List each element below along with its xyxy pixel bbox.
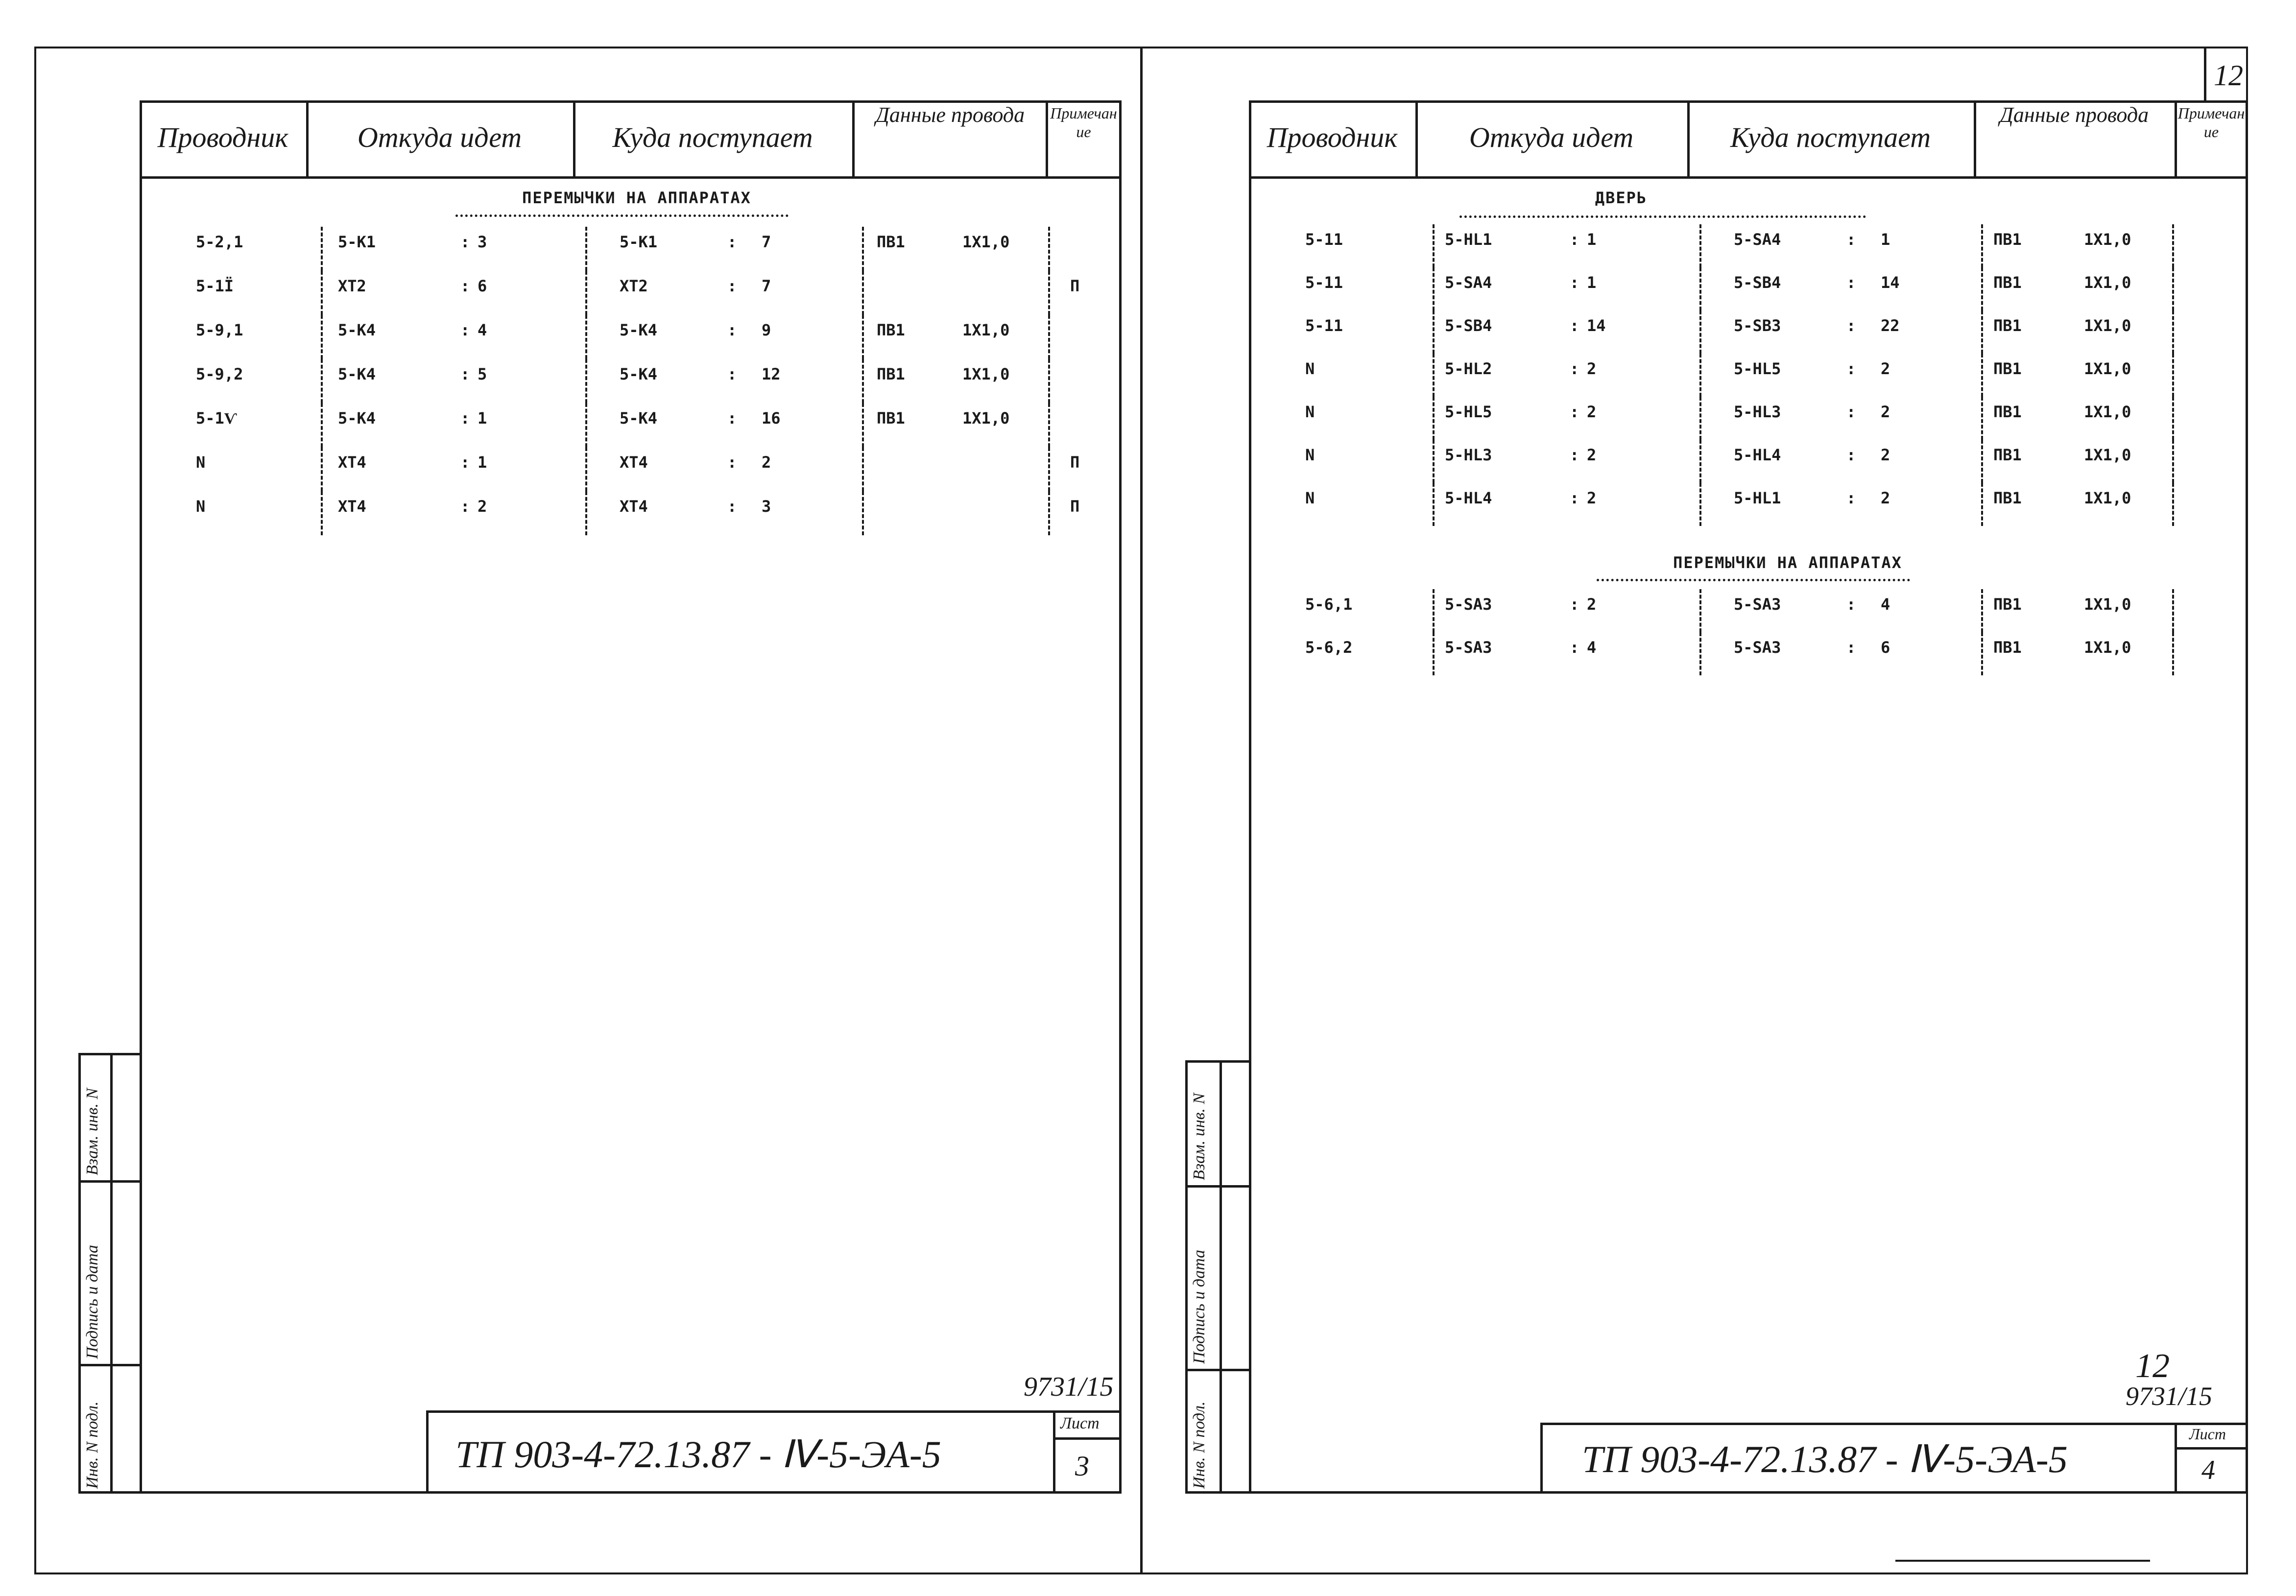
column-separator — [321, 359, 323, 403]
column-separator — [2172, 354, 2174, 397]
table-cell-mark: ПВ1 — [877, 321, 905, 339]
header-conductor: Проводник — [1267, 121, 1398, 153]
column-separator — [1699, 632, 1701, 675]
column-separator — [1981, 397, 1983, 440]
table-cell-to-dev: 5-SB3 — [1734, 316, 1781, 335]
side-label-signature: Подпись и дата — [1190, 1249, 1208, 1364]
left-header-divider — [140, 176, 1122, 179]
table-cell-wire: N — [1305, 446, 1315, 464]
column-separator — [1433, 224, 1435, 267]
column-separator — [585, 491, 587, 535]
column-separator — [1981, 589, 1983, 632]
corner-page-number: 12 — [2214, 59, 2243, 92]
column-separator — [1048, 227, 1050, 271]
column-separator — [1699, 310, 1701, 354]
pin-separator: : — [1570, 489, 1579, 507]
right-side-strip-divider — [1185, 1185, 1251, 1188]
column-separator — [1981, 440, 1983, 483]
column-separator — [1433, 440, 1435, 483]
header-wire-data: Данные провода — [875, 103, 1025, 127]
pin-separator: : — [1846, 446, 1856, 464]
table-cell-to-dev: 5-SA4 — [1734, 230, 1781, 249]
column-separator — [1699, 267, 1701, 310]
table-cell-wire: 5-11 — [1305, 316, 1343, 335]
corner-box-line — [2204, 47, 2206, 100]
pin-separator: : — [727, 497, 737, 516]
table-cell-to-dev: 5-SA3 — [1734, 595, 1781, 614]
pin-separator: : — [1846, 489, 1856, 507]
column-separator — [862, 491, 864, 535]
side-label-inv: Инв. N подл. — [83, 1401, 101, 1489]
column-separator — [2172, 267, 2174, 310]
table-cell-to-pin: 2 — [1881, 489, 1890, 507]
left-col-divider — [852, 100, 855, 176]
table-cell-wire: 5-11 — [1305, 230, 1343, 249]
right-side-strip-line — [1220, 1060, 1222, 1494]
column-separator — [862, 403, 864, 447]
header-from: Откуда идет — [1469, 121, 1634, 153]
pin-separator: : — [460, 365, 470, 383]
table-cell-from-dev: 5-НL1 — [1445, 230, 1492, 249]
pin-separator: : — [1570, 403, 1579, 421]
table-cell-size: 1Х1,0 — [962, 321, 1010, 339]
table-cell-to-pin: 2 — [1881, 359, 1890, 378]
table-cell-from-pin: 2 — [1587, 359, 1597, 378]
header-from: Откуда идет — [357, 121, 522, 153]
side-label-replace: Взам. инв. N — [83, 1088, 101, 1175]
bottom-stray-line — [1895, 1560, 2150, 1562]
handwritten-number: 12 — [2135, 1347, 2170, 1385]
column-separator — [862, 359, 864, 403]
table-cell-from-dev: 5-SA3 — [1445, 595, 1492, 614]
table-cell-from-pin: 2 — [478, 497, 487, 516]
left-sheet-frame — [140, 100, 1122, 1494]
table-cell-from-pin: 2 — [1587, 595, 1597, 614]
column-separator — [2172, 483, 2174, 526]
table-cell-from-pin: 1 — [1587, 230, 1597, 249]
pin-separator: : — [727, 365, 737, 383]
archive-number: 9731/15 — [2126, 1382, 2213, 1411]
sheet-label: Лист — [1060, 1414, 1100, 1432]
table-cell-wire: 5-11 — [1305, 273, 1343, 292]
table-cell-to-pin: 7 — [762, 233, 771, 251]
column-separator — [1433, 354, 1435, 397]
table-cell-to-pin: 2 — [762, 453, 771, 472]
table-cell-wire: N — [1305, 403, 1315, 421]
right-side-strip-divider — [1185, 1369, 1251, 1371]
designation: ТП 903-4-72.13.87 - Ⅳ-5-ЭА-5 — [455, 1433, 941, 1476]
table-cell-note: П — [1070, 277, 1080, 295]
table-cell-wire: 5-6,1 — [1305, 595, 1353, 614]
table-cell-wire: N — [196, 453, 206, 472]
table-cell-size: 1Х1,0 — [2084, 403, 2131, 421]
right-header-divider — [1249, 176, 2248, 179]
pin-separator: : — [727, 321, 737, 339]
column-separator — [862, 447, 864, 491]
right-sheet-frame — [1249, 100, 2248, 1494]
column-separator — [1433, 397, 1435, 440]
title-block-divider — [2175, 1447, 2248, 1450]
column-separator — [1699, 224, 1701, 267]
archive-number: 9731/15 — [1024, 1372, 1114, 1402]
column-separator — [862, 271, 864, 315]
column-separator — [2172, 397, 2174, 440]
table-cell-from-dev: 5-К1 — [338, 233, 376, 251]
table-cell-size: 1Х1,0 — [2084, 489, 2131, 507]
column-separator — [1433, 267, 1435, 310]
table-cell-to-dev: 5-НL1 — [1734, 489, 1781, 507]
table-cell-to-pin: 1 — [1881, 230, 1890, 249]
column-separator — [1048, 403, 1050, 447]
table-cell-mark: ПВ1 — [1993, 446, 2022, 464]
table-cell-mark: ПВ1 — [1993, 273, 2022, 292]
table-cell-wire: 5-1Ѵ — [196, 409, 237, 428]
table-cell-mark: ПВ1 — [1993, 638, 2022, 657]
column-separator — [2172, 224, 2174, 267]
column-separator — [321, 315, 323, 359]
table-cell-size: 1Х1,0 — [962, 409, 1010, 428]
table-cell-from-dev: ХТ4 — [338, 453, 366, 472]
table-cell-from-pin: 3 — [478, 233, 487, 251]
column-separator — [1981, 483, 1983, 526]
table-cell-wire: 5-9,1 — [196, 321, 243, 339]
column-separator — [1981, 632, 1983, 675]
column-separator — [321, 227, 323, 271]
table-cell-to-pin: 7 — [762, 277, 771, 295]
table-cell-from-pin: 1 — [478, 409, 487, 428]
table-cell-from-pin: 1 — [478, 453, 487, 472]
column-separator — [1981, 310, 1983, 354]
pin-separator: : — [1846, 638, 1856, 657]
column-separator — [1048, 271, 1050, 315]
table-cell-size: 1Х1,0 — [962, 365, 1010, 383]
table-cell-from-pin: 2 — [1587, 446, 1597, 464]
pin-separator: : — [727, 409, 737, 428]
table-cell-mark: ПВ1 — [877, 365, 905, 383]
table-cell-wire: 5-1Ї — [196, 277, 234, 295]
table-cell-size: 1Х1,0 — [2084, 230, 2131, 249]
column-separator — [1433, 589, 1435, 632]
section-underline — [455, 214, 789, 217]
table-cell-to-pin: 22 — [1881, 316, 1900, 335]
table-cell-to-dev: 5-SB4 — [1734, 273, 1781, 292]
column-separator — [2172, 310, 2174, 354]
column-separator — [1699, 589, 1701, 632]
table-cell-from-dev: ХТ2 — [338, 277, 366, 295]
table-cell-to-dev: 5-SA3 — [1734, 638, 1781, 657]
table-cell-mark: ПВ1 — [1993, 595, 2022, 614]
table-cell-wire: 5-9,2 — [196, 365, 243, 383]
header-conductor: Проводник — [157, 121, 288, 153]
pin-separator: : — [1846, 273, 1856, 292]
column-separator — [862, 227, 864, 271]
table-cell-to-dev: ХТ4 — [620, 497, 648, 516]
table-cell-from-dev: 5-К4 — [338, 365, 376, 383]
table-cell-to-dev: 5-К4 — [620, 409, 658, 428]
pin-separator: : — [1570, 273, 1579, 292]
table-cell-mark: ПВ1 — [877, 233, 905, 251]
pin-separator: : — [460, 277, 470, 295]
title-block-divider — [1053, 1410, 1055, 1494]
table-cell-wire: N — [196, 497, 206, 516]
table-cell-from-dev: 5-К4 — [338, 321, 376, 339]
section-title: ПЕРЕМЫЧКИ НА АППАРАТАХ — [1673, 553, 1902, 572]
column-separator — [321, 271, 323, 315]
column-separator — [1981, 267, 1983, 310]
table-cell-from-dev: ХТ4 — [338, 497, 366, 516]
column-separator — [1981, 224, 1983, 267]
column-separator — [1048, 315, 1050, 359]
table-cell-mark: ПВ1 — [1993, 230, 2022, 249]
table-cell-size: 1Х1,0 — [2084, 273, 2131, 292]
column-separator — [862, 315, 864, 359]
table-cell-from-dev: 5-НL5 — [1445, 403, 1492, 421]
table-cell-wire: N — [1305, 359, 1315, 378]
pin-separator: : — [1570, 230, 1579, 249]
table-cell-from-pin: 2 — [1587, 489, 1597, 507]
column-separator — [585, 315, 587, 359]
pin-separator: : — [460, 453, 470, 472]
table-cell-size: 1Х1,0 — [2084, 595, 2131, 614]
left-side-strip-divider — [78, 1180, 142, 1183]
table-cell-to-dev: 5-К1 — [620, 233, 658, 251]
section-title: ПЕРЕМЫЧКИ НА АППАРАТАХ — [522, 189, 751, 207]
table-cell-from-pin: 4 — [478, 321, 487, 339]
table-cell-mark: ПВ1 — [1993, 403, 2022, 421]
header-note: Примечание — [2177, 104, 2245, 141]
table-cell-to-pin: 3 — [762, 497, 771, 516]
pin-separator: : — [1570, 446, 1579, 464]
table-cell-to-pin: 2 — [1881, 403, 1890, 421]
table-cell-size: 1Х1,0 — [2084, 638, 2131, 657]
table-cell-from-dev: 5-К4 — [338, 409, 376, 428]
column-separator — [585, 447, 587, 491]
column-separator — [1699, 397, 1701, 440]
table-cell-from-dev: 5-SA3 — [1445, 638, 1492, 657]
table-cell-to-pin: 6 — [1881, 638, 1890, 657]
header-to: Куда поступает — [1730, 121, 1931, 153]
column-separator — [1433, 632, 1435, 675]
table-cell-to-pin: 2 — [1881, 446, 1890, 464]
table-cell-to-dev: ХТ2 — [620, 277, 648, 295]
column-separator — [585, 271, 587, 315]
table-cell-wire: 5-2,1 — [196, 233, 243, 251]
table-cell-note: П — [1070, 453, 1080, 472]
pin-separator: : — [460, 497, 470, 516]
column-separator — [1699, 354, 1701, 397]
column-separator — [1433, 483, 1435, 526]
column-separator — [321, 403, 323, 447]
column-separator — [1048, 359, 1050, 403]
section-title: ДВЕРЬ — [1595, 189, 1648, 207]
table-cell-from-dev: 5-SB4 — [1445, 316, 1492, 335]
column-separator — [2172, 632, 2174, 675]
table-cell-from-pin: 2 — [1587, 403, 1597, 421]
table-cell-mark: ПВ1 — [877, 409, 905, 428]
right-col-divider — [1974, 100, 1976, 176]
table-cell-to-dev: 5-НL4 — [1734, 446, 1781, 464]
table-cell-wire: 5-6,2 — [1305, 638, 1353, 657]
side-label-signature: Подпись и дата — [83, 1244, 101, 1359]
column-separator — [321, 447, 323, 491]
column-separator — [1981, 354, 1983, 397]
table-cell-from-dev: 5-SA4 — [1445, 273, 1492, 292]
table-cell-size: 1Х1,0 — [2084, 359, 2131, 378]
table-cell-from-pin: 4 — [1587, 638, 1597, 657]
page-divider — [1140, 47, 1143, 1574]
left-side-strip-line — [110, 1053, 113, 1494]
pin-separator: : — [460, 321, 470, 339]
table-cell-to-dev: 5-НL5 — [1734, 359, 1781, 378]
pin-separator: : — [1570, 316, 1579, 335]
pin-separator: : — [1846, 403, 1856, 421]
column-separator — [2172, 440, 2174, 483]
table-cell-size: 1Х1,0 — [2084, 316, 2131, 335]
table-cell-to-pin: 9 — [762, 321, 771, 339]
pin-separator: : — [1570, 359, 1579, 378]
table-cell-from-pin: 14 — [1587, 316, 1606, 335]
table-cell-to-dev: 5-К4 — [620, 365, 658, 383]
column-separator — [321, 491, 323, 535]
sheet-number: 4 — [2201, 1455, 2215, 1485]
table-cell-to-pin: 12 — [762, 365, 781, 383]
pin-separator: : — [460, 233, 470, 251]
column-separator — [2172, 589, 2174, 632]
table-cell-to-dev: 5-НL3 — [1734, 403, 1781, 421]
table-cell-note: П — [1070, 497, 1080, 516]
sheet-label: Лист — [2189, 1425, 2226, 1443]
table-cell-from-pin: 6 — [478, 277, 487, 295]
column-separator — [1699, 483, 1701, 526]
pin-separator: : — [1570, 638, 1579, 657]
section-underline — [1597, 579, 1910, 581]
table-cell-to-dev: 5-К4 — [620, 321, 658, 339]
pin-separator: : — [727, 453, 737, 472]
table-cell-to-pin: 4 — [1881, 595, 1890, 614]
column-separator — [1048, 491, 1050, 535]
table-cell-mark: ПВ1 — [1993, 489, 2022, 507]
table-cell-mark: ПВ1 — [1993, 316, 2022, 335]
pin-separator: : — [460, 409, 470, 428]
column-separator — [585, 359, 587, 403]
table-cell-size: 1Х1,0 — [2084, 446, 2131, 464]
column-separator — [1699, 440, 1701, 483]
designation: ТП 903-4-72.13.87 - Ⅳ-5-ЭА-5 — [1582, 1438, 2068, 1480]
table-cell-from-dev: 5-НL4 — [1445, 489, 1492, 507]
table-cell-to-pin: 16 — [762, 409, 781, 428]
table-cell-from-dev: 5-НL2 — [1445, 359, 1492, 378]
side-label-replace: Взам. инв. N — [1190, 1093, 1208, 1180]
header-note: Примечание — [1050, 104, 1117, 141]
section-underline — [1459, 215, 1866, 218]
pin-separator: : — [1846, 595, 1856, 614]
column-separator — [585, 227, 587, 271]
pin-separator: : — [1570, 595, 1579, 614]
header-wire-data: Данные провода — [1999, 103, 2149, 127]
column-separator — [1048, 447, 1050, 491]
header-to: Куда поступает — [612, 121, 813, 153]
table-cell-mark: ПВ1 — [1993, 359, 2022, 378]
side-label-inv: Инв. N подл. — [1190, 1401, 1208, 1489]
title-block-divider — [1053, 1437, 1122, 1440]
table-cell-size: 1Х1,0 — [962, 233, 1010, 251]
pin-separator: : — [1846, 230, 1856, 249]
table-cell-from-dev: 5-НL3 — [1445, 446, 1492, 464]
pin-separator: : — [1846, 359, 1856, 378]
pin-separator: : — [1846, 316, 1856, 335]
column-separator — [1433, 310, 1435, 354]
pin-separator: : — [727, 277, 737, 295]
left-side-strip-divider — [78, 1364, 142, 1366]
table-cell-from-pin: 5 — [478, 365, 487, 383]
table-cell-wire: N — [1305, 489, 1315, 507]
column-separator — [585, 403, 587, 447]
pin-separator: : — [727, 233, 737, 251]
table-cell-to-pin: 14 — [1881, 273, 1900, 292]
sheet-number: 3 — [1075, 1450, 1089, 1482]
title-block-divider — [2175, 1423, 2177, 1494]
table-cell-from-pin: 1 — [1587, 273, 1597, 292]
table-cell-to-dev: ХТ4 — [620, 453, 648, 472]
